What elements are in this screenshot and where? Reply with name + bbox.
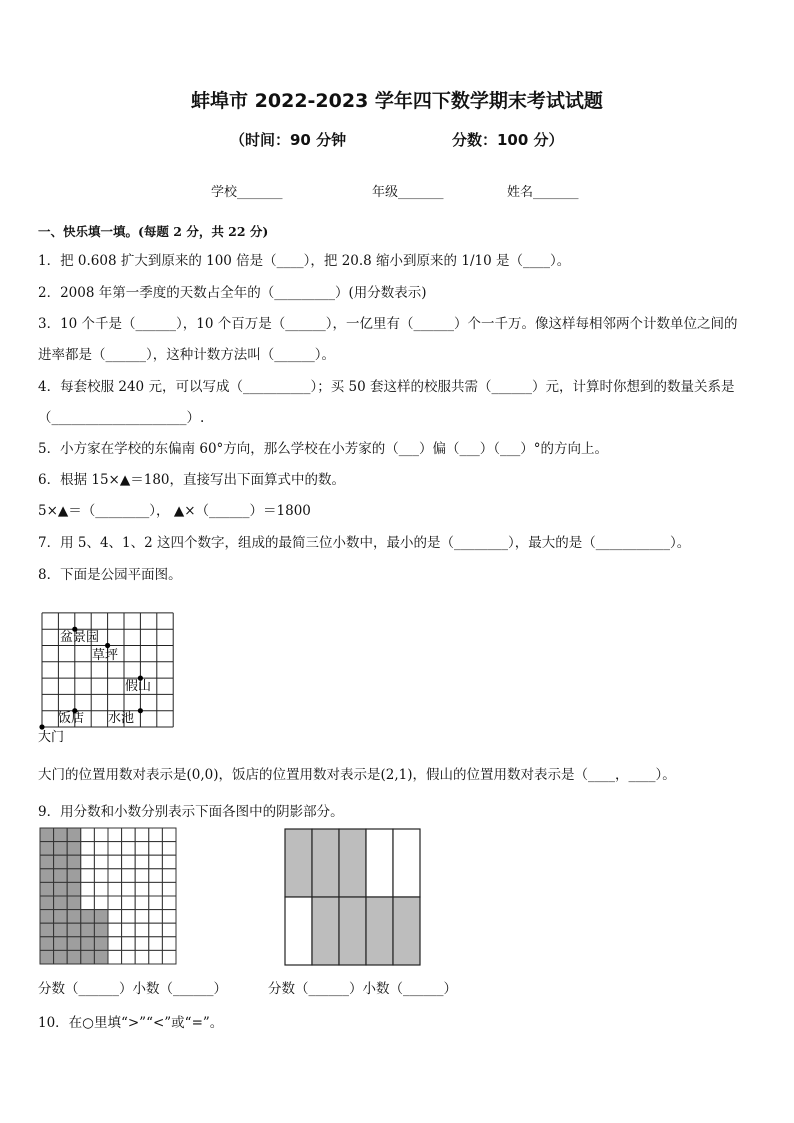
grid-cell (40, 896, 54, 910)
question-9: 9．用分数和小数分别表示下面各图中的阴影部分。 (38, 804, 344, 820)
question-10: 10．在○里填“>”“<”或“=”。 (38, 1015, 224, 1031)
grid-cell (122, 937, 136, 951)
grid-cell (94, 923, 108, 937)
grid-cell (122, 896, 136, 910)
map-label-fandian: 饭店 (58, 711, 85, 726)
bar-cell-bottom (393, 897, 420, 965)
section-heading: 一、快乐填一填。(每题 2 分，共 22 分) (38, 224, 269, 239)
map-label-damen: 大门 (38, 730, 65, 745)
grid-cell (162, 855, 176, 869)
grid-cell (108, 896, 122, 910)
bar-cell-bottom (339, 897, 366, 965)
grid-cell (67, 910, 81, 924)
bar-cell-top (366, 829, 393, 897)
grid-cell (149, 855, 163, 869)
grid-cell (67, 869, 81, 883)
grid-cell (122, 910, 136, 924)
grid-cell (67, 896, 81, 910)
bar-cell-top (339, 829, 366, 897)
grid-cell (54, 828, 68, 842)
grid-cell (54, 869, 68, 883)
map-label-jiashan: 假山 (125, 679, 152, 694)
grid-cell (40, 910, 54, 924)
exam-time: （时间：90 分钟 (230, 131, 347, 149)
exam-score: 分数：100 分） (452, 131, 564, 149)
question-2: 2．2008 年第一季度的天数占全年的（_________）(用分数表示) (38, 285, 427, 301)
question-6-line-1: 6．根据 15×▲＝180，直接写出下面算式中的数。 (38, 472, 346, 488)
grid-cell (162, 828, 176, 842)
grid-cell (54, 910, 68, 924)
grid-cell (162, 882, 176, 896)
question-9-answer-2[interactable]: 分数（______）小数（______） (268, 981, 457, 997)
hundred-grid-figure (40, 828, 180, 968)
grid-cell (94, 950, 108, 964)
grid-cell (40, 923, 54, 937)
grid-cell (162, 950, 176, 964)
grid-cell (94, 882, 108, 896)
grid-cell (94, 828, 108, 842)
grid-cell (108, 828, 122, 842)
grid-cell (81, 910, 95, 924)
question-5: 5．小方家在学校的东偏南 60°方向，那么学校在小芳家的（___）偏（___）（___）°的方向上。 (38, 441, 609, 457)
grid-cell (67, 828, 81, 842)
grid-cell (135, 855, 149, 869)
grid-cell (81, 842, 95, 856)
grid-cell (122, 869, 136, 883)
bar-cell-bottom (366, 897, 393, 965)
grid-cell (40, 937, 54, 951)
grid-cell (40, 882, 54, 896)
grid-cell (94, 869, 108, 883)
map-label-shuichi: 水池 (108, 711, 135, 726)
map-label-penjingyuan: 盆景园 (60, 630, 100, 645)
grid-cell (135, 896, 149, 910)
grid-cell (40, 869, 54, 883)
grid-cell (149, 896, 163, 910)
grid-cell (149, 869, 163, 883)
grid-cell (81, 882, 95, 896)
grid-cell (81, 828, 95, 842)
grid-cell (108, 950, 122, 964)
grid-cell (149, 828, 163, 842)
hundred-grid-cells (40, 828, 176, 964)
grid-cell (135, 882, 149, 896)
question-8-text: 大门的位置用数对表示是(0,0)，饭店的位置用数对表示是(2,1)，假山的位置用数对表示是（____，____）。 (38, 767, 676, 783)
name-field[interactable]: 姓名_______ (507, 185, 579, 200)
page-title: 蚌埠市 2022-2023 学年四下数学期末考试试题 (191, 90, 603, 112)
school-field[interactable]: 学校_______ (211, 185, 283, 200)
grid-cell (94, 896, 108, 910)
grid-cell (67, 855, 81, 869)
grid-cell (135, 910, 149, 924)
grid-cell (108, 910, 122, 924)
grid-cell (108, 855, 122, 869)
grid-cell (162, 842, 176, 856)
grid-cell (54, 882, 68, 896)
map-point (138, 708, 143, 713)
grid-cell (67, 937, 81, 951)
grid-cell (81, 923, 95, 937)
grid-cell (108, 923, 122, 937)
grid-cell (162, 869, 176, 883)
grid-cell (149, 937, 163, 951)
bar-cell-top (285, 829, 312, 897)
question-8: 8．下面是公园平面图。 (38, 567, 182, 583)
grid-cell (108, 882, 122, 896)
grid-cell (162, 896, 176, 910)
grid-cell (149, 923, 163, 937)
grid-cell (40, 842, 54, 856)
question-7: 7．用 5、4、1、2 这四个数字，组成的最简三位小数中，最小的是（________），最大的是（___________）。 (38, 535, 691, 551)
grid-cell (54, 937, 68, 951)
grid-cell (40, 950, 54, 964)
question-9-answer-1[interactable]: 分数（______）小数（______） (38, 981, 227, 997)
grid-cell (54, 855, 68, 869)
question-1: 1．把 0.608 扩大到原来的 100 倍是（____），把 20.8 缩小到原来的 1/10 是（____）。 (38, 253, 571, 269)
grid-cell (54, 923, 68, 937)
grid-cell (122, 882, 136, 896)
grid-cell (135, 869, 149, 883)
bar-cell-bottom (312, 897, 339, 965)
grid-cell (135, 923, 149, 937)
grid-cell (149, 910, 163, 924)
question-6-line-2: 5×▲＝（________）， ▲×（______）＝1800 (38, 503, 311, 519)
grid-cell (108, 869, 122, 883)
grid-cell (135, 828, 149, 842)
grid-cell (135, 950, 149, 964)
bar-cell-top (393, 829, 420, 897)
map-label-caoping: 草坪 (92, 648, 119, 663)
question-3-line-2: 进率都是（______），这种计数方法叫（______）。 (38, 347, 335, 363)
grid-cell (108, 842, 122, 856)
question-4-line-2: （____________________）. (38, 410, 205, 426)
grid-cell (122, 950, 136, 964)
map-point (39, 724, 44, 729)
grid-cell (81, 855, 95, 869)
grid-cell (149, 950, 163, 964)
grid-cell (122, 923, 136, 937)
grid-cell (149, 882, 163, 896)
bar-cell-top (312, 829, 339, 897)
grid-cell (94, 937, 108, 951)
grid-cell (122, 855, 136, 869)
grid-cell (149, 842, 163, 856)
grid-cell (67, 923, 81, 937)
grid-cell (162, 910, 176, 924)
grid-cell (40, 828, 54, 842)
grid-cell (81, 937, 95, 951)
grid-cell (94, 855, 108, 869)
grid-cell (81, 950, 95, 964)
grid-cell (40, 855, 54, 869)
grid-cell (81, 869, 95, 883)
grade-field[interactable]: 年级_______ (372, 185, 444, 200)
grid-cell (108, 937, 122, 951)
grid-cell (67, 842, 81, 856)
grid-cell (162, 937, 176, 951)
grid-cell (94, 910, 108, 924)
grid-cell (54, 842, 68, 856)
grid-cell (122, 842, 136, 856)
question-3-line-1: 3．10 个千是（______），10 个百万是（______），一亿里有（______）个一千万。像这样每相邻两个计数单位之间的 (38, 316, 738, 332)
bar-grid-figure (284, 828, 422, 966)
bar-cell-bottom (285, 897, 312, 965)
grid-cell (135, 842, 149, 856)
grid-cell (162, 923, 176, 937)
grid-cell (81, 896, 95, 910)
grid-cell (54, 950, 68, 964)
grid-cell (135, 937, 149, 951)
bar-grid-cells (285, 829, 420, 965)
question-4-line-1: 4．每套校服 240 元，可以写成（__________）；买 50 套这样的校服共需（______）元，计算时你想到的数量关系是 (38, 379, 735, 395)
grid-cell (67, 882, 81, 896)
grid-cell (122, 828, 136, 842)
grid-cell (67, 950, 81, 964)
grid-cell (54, 896, 68, 910)
grid-cell (94, 842, 108, 856)
